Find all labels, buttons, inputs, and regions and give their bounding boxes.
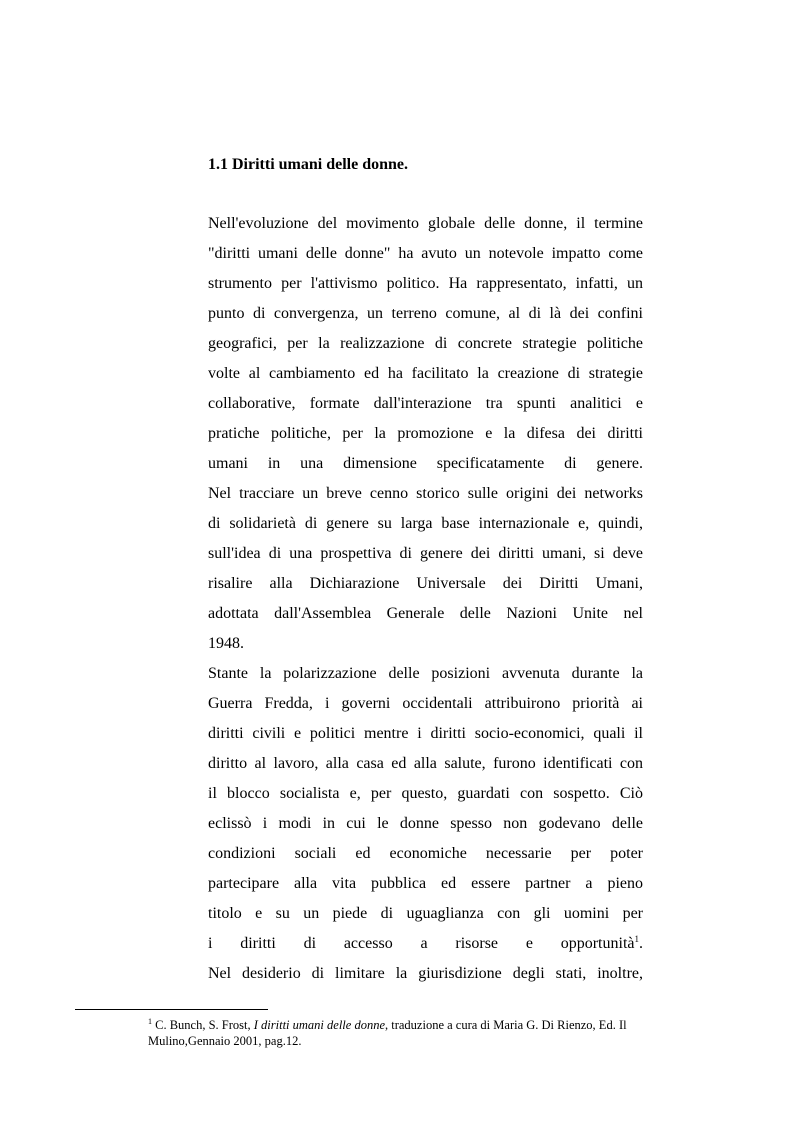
footnote-line: Mulino,Gennaio 2001, pag.12. xyxy=(148,1034,302,1048)
footnote-separator xyxy=(75,1009,268,1010)
body-text-line: umani in una dimensione specificatamente di genere. xyxy=(208,455,643,472)
body-text-segment: i diritti di accesso a risorse e opportunità xyxy=(208,935,635,952)
body-text-line: volte al cambiamento ed ha facilitato la creazione di strategie xyxy=(208,365,643,382)
body-text-line: Guerra Fredda, i governi occidentali attribuirono priorità ai xyxy=(208,695,643,712)
footnote-authors: C. Bunch, S. Frost, xyxy=(155,1018,254,1032)
body-text-line: partecipare alla vita pubblica ed essere partner a pieno xyxy=(208,875,643,892)
body-text-line: Stante la polarizzazione delle posizioni avvenuta durante la xyxy=(208,665,643,682)
footnote-publication: , traduzione a cura di Maria G. Di Rienzo, Ed. Il xyxy=(385,1018,627,1032)
footnote-reference[interactable]: 1 xyxy=(634,934,639,944)
body-text-line: Nel tracciare un breve cenno storico sulle origini dei networks xyxy=(208,485,643,502)
body-text-line: eclissò i modi in cui le donne spesso non godevano delle xyxy=(208,815,643,832)
footnote-book-title: I diritti umani delle donne xyxy=(253,1018,385,1032)
body-text-line: "diritti umani delle donne" ha avuto un notevole impatto come xyxy=(208,245,643,262)
body-text-line: sull'idea di una prospettiva di genere dei diritti umani, si deve xyxy=(208,545,643,562)
body-text-line: punto di convergenza, un terreno comune, al di là dei confini xyxy=(208,305,643,322)
body-text-line: Nell'evoluzione del movimento globale delle donne, il termine xyxy=(208,215,643,232)
body-text-line: geografici, per la realizzazione di concrete strategie politiche xyxy=(208,335,643,352)
footnote-number: 1 xyxy=(148,1017,152,1026)
body-text-line: il blocco socialista e, per questo, guardati con sospetto. Ciò xyxy=(208,785,643,802)
body-text-line: titolo e su un piede di uguaglianza con gli uomini per xyxy=(208,905,643,922)
body-text-line: di solidarietà di genere su larga base internazionale e, quindi, xyxy=(208,515,643,532)
body-text-line: collaborative, formate dall'interazione tra spunti analitici e xyxy=(208,395,643,412)
footnote-line xyxy=(148,1017,627,1033)
body-text-line: pratiche politiche, per la promozione e la difesa dei diritti xyxy=(208,425,643,442)
body-text-line: risalire alla Dichiarazione Universale dei Diritti Umani, xyxy=(208,575,643,592)
body-text-line: diritto al lavoro, alla casa ed alla salute, furono identificati con xyxy=(208,755,643,772)
body-text-line: condizioni sociali ed economiche necessarie per poter xyxy=(208,845,643,862)
body-text-line-with-footnote-ref: i diritti di accesso a risorse e opportunità$^1$. xyxy=(208,934,643,952)
body-text-line: 1948. xyxy=(208,635,244,652)
body-text-line: Nel desiderio di limitare la giurisdizione degli stati, inoltre, xyxy=(208,965,643,982)
body-text-line: diritti civili e politici mentre i diritti socio-economici, quali il xyxy=(208,725,643,742)
body-text-line: strumento per l'attivismo politico. Ha rappresentato, infatti, un xyxy=(208,275,643,292)
section-heading: 1.1 Diritti umani delle donne. xyxy=(208,156,409,173)
body-text-line: adottata dall'Assemblea Generale delle Nazioni Unite nel xyxy=(208,605,643,622)
